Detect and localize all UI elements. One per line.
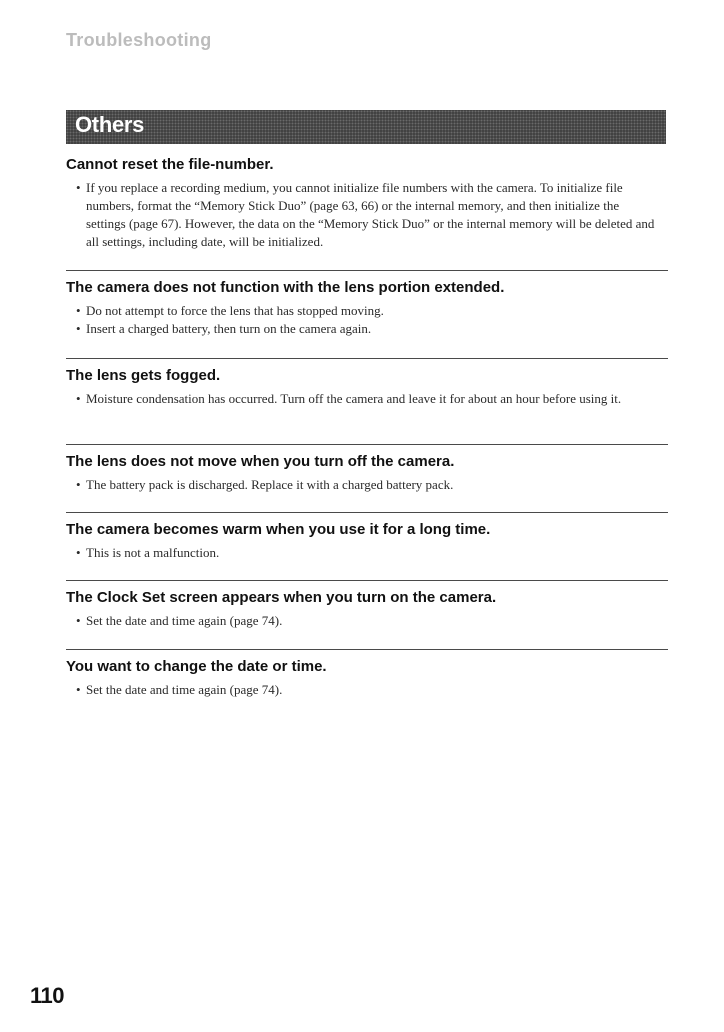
entry-bullet: • The battery pack is discharged. Replace it with a charged battery pack. (76, 477, 454, 492)
entry-body (66, 681, 668, 699)
page-number: 110 (30, 983, 64, 1008)
entry-bullet: • Do not attempt to force the lens that has stopped moving. (76, 303, 384, 318)
entry-lens-portion-extended (66, 270, 668, 338)
entry-body (66, 179, 668, 251)
entry-bullet: • Insert a charged battery, then turn on the camera again. (76, 321, 372, 336)
entry-bullet: • Set the date and time again (page 74). (76, 682, 283, 697)
entry-change-date-time (66, 649, 668, 699)
entry-bullet: • Set the date and time again (page 74). (76, 613, 283, 628)
entry-clock-set-screen (66, 580, 668, 630)
entry-cannot-reset-file-number (66, 156, 668, 251)
entry-bullet: • This is not a malfunction. (76, 545, 220, 560)
entry-title: The camera does not function with the lens portion extended. (66, 279, 505, 296)
entry-title: The camera becomes warm when you use it for a long time. (66, 521, 491, 538)
entry-title: Cannot reset the file-number. (66, 156, 274, 173)
section-banner (66, 110, 666, 144)
entry-lens-fogged (66, 358, 668, 408)
entry-title: The Clock Set screen appears when you turn on the camera. (66, 589, 497, 606)
entry-body (66, 390, 668, 408)
entry-title: The lens does not move when you turn off the camera. (66, 453, 455, 470)
entry-lens-does-not-move (66, 444, 668, 494)
entry-bullet: • Moisture condensation has occurred. Turn off the camera and leave it for about an hour before using it. (76, 391, 622, 406)
running-header: Troubleshooting (66, 30, 212, 50)
entry-bullet: • If you replace a recording medium, you cannot initialize file numbers with the camera. To initialize file numbers, format the “Memory Stick Duo” (page 63, 66) or the internal memory, and then initialize the settings (page 67). However, the data on the “Memory Stick Duo” or the internal memory will be deleted and all settings, including date, will be initialized. (76, 180, 655, 249)
entry-title: The lens gets fogged. (66, 367, 221, 384)
entry-body (66, 476, 668, 494)
entry-body (66, 302, 668, 338)
entry-body (66, 544, 668, 562)
entry-camera-warm (66, 512, 668, 562)
entry-title: You want to change the date or time. (66, 658, 327, 675)
section-title: Others (75, 112, 145, 137)
entry-body (66, 612, 668, 630)
